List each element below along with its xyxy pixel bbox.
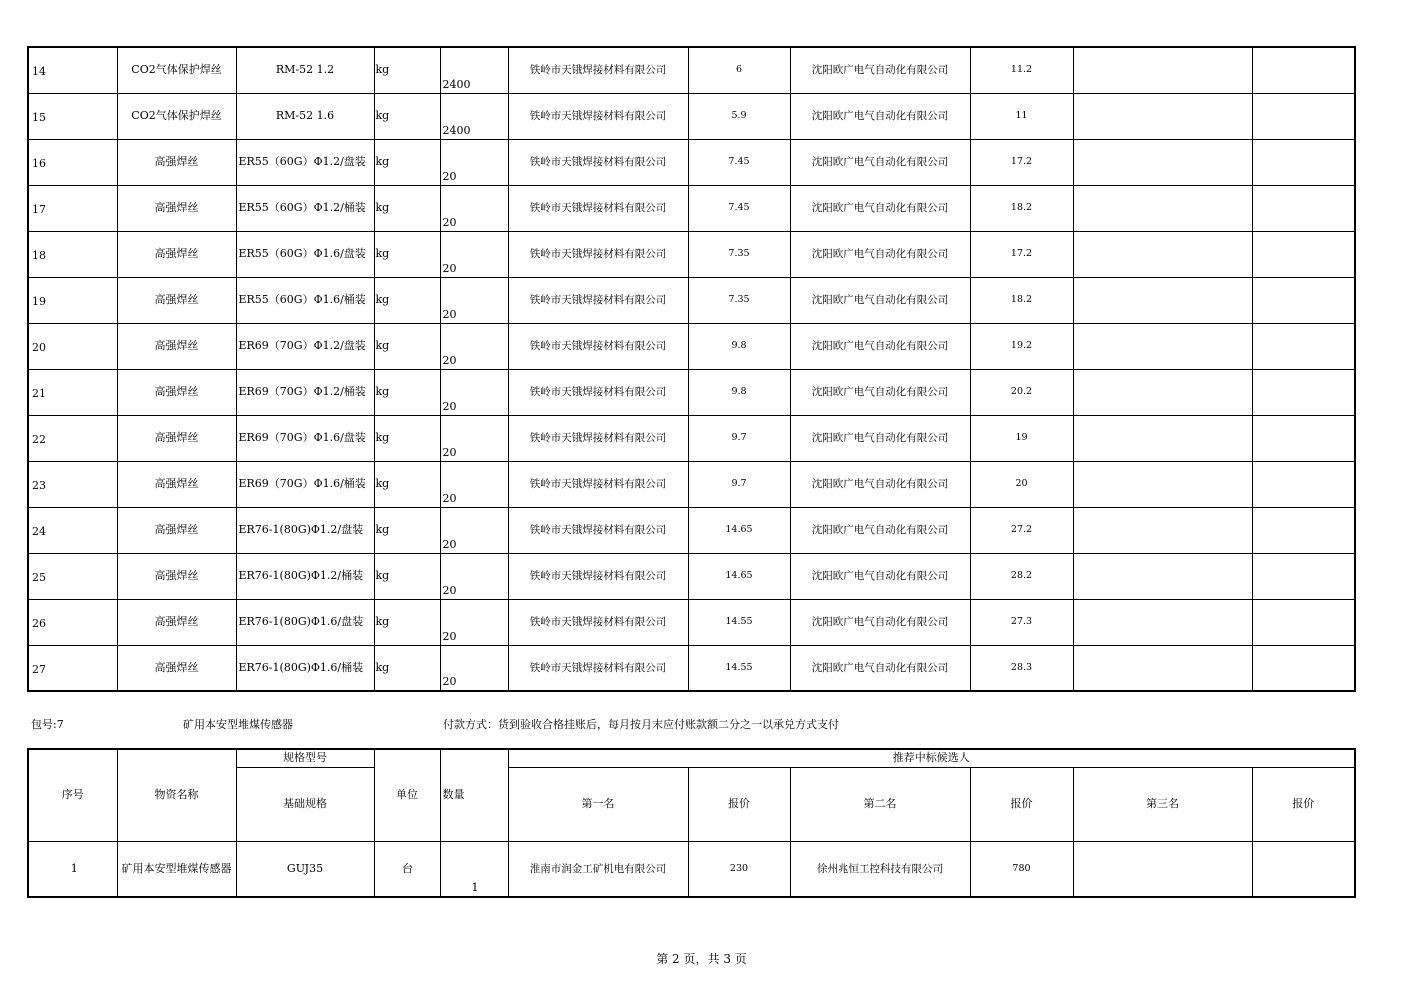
- cell-spec: ER55（60G）Φ1.2/桶装: [236, 185, 374, 231]
- cell-price2: 19.2: [970, 323, 1073, 369]
- cell-first: 铁岭市天锇焊接材料有限公司: [508, 185, 688, 231]
- cell-price1: 9.8: [688, 323, 790, 369]
- table-row: [28, 369, 1355, 415]
- header-qty: 数量: [440, 749, 508, 841]
- cell-qty: 20: [440, 461, 508, 507]
- cell-no: 22: [28, 415, 117, 461]
- cell-price3: [1252, 507, 1355, 553]
- cell-name: 高强焊丝: [117, 277, 236, 323]
- cell-price1: 9.8: [688, 369, 790, 415]
- table-row: [28, 841, 1355, 897]
- cell-unit: kg: [374, 369, 440, 415]
- cell-unit: 台: [374, 841, 440, 897]
- cell-unit: kg: [374, 599, 440, 645]
- cell-qty: 2400: [440, 47, 508, 93]
- table-row: [28, 47, 1355, 93]
- cell-second: 沈阳欧广电气自动化有限公司: [790, 461, 970, 507]
- cell-qty: 1: [440, 841, 508, 897]
- cell-second: 沈阳欧广电气自动化有限公司: [790, 47, 970, 93]
- cell-spec: ER76-1(80G)Φ1.6/盘装: [236, 599, 374, 645]
- cell-price3: [1252, 231, 1355, 277]
- cell-price1: 14.55: [688, 599, 790, 645]
- table-row: [28, 139, 1355, 185]
- table-row: [28, 553, 1355, 599]
- package-7-table: [27, 748, 1356, 898]
- cell-name: 高强焊丝: [117, 231, 236, 277]
- header-unit: 单位: [374, 749, 440, 841]
- cell-price1: 7.45: [688, 185, 790, 231]
- cell-no: 17: [28, 185, 117, 231]
- cell-price3: [1252, 369, 1355, 415]
- bid-table-continued: [27, 46, 1356, 692]
- cell-third: [1073, 553, 1252, 599]
- table-row: [28, 461, 1355, 507]
- cell-no: 24: [28, 507, 117, 553]
- cell-first: 铁岭市天锇焊接材料有限公司: [508, 599, 688, 645]
- cell-price3: [1252, 599, 1355, 645]
- cell-first: 铁岭市天锇焊接材料有限公司: [508, 323, 688, 369]
- cell-no: 18: [28, 231, 117, 277]
- cell-price3: [1252, 139, 1355, 185]
- cell-no: 1: [28, 841, 117, 897]
- cell-price1: 7.35: [688, 277, 790, 323]
- cell-qty: 20: [440, 645, 508, 691]
- cell-unit: kg: [374, 185, 440, 231]
- cell-first: 淮南市润金工矿机电有限公司: [508, 841, 688, 897]
- cell-unit: kg: [374, 645, 440, 691]
- cell-third: [1073, 47, 1252, 93]
- cell-price1: 230: [688, 841, 790, 897]
- cell-second: 沈阳欧广电气自动化有限公司: [790, 507, 970, 553]
- cell-price1: 5.9: [688, 93, 790, 139]
- cell-second: 沈阳欧广电气自动化有限公司: [790, 231, 970, 277]
- cell-qty: 20: [440, 507, 508, 553]
- table-row: [28, 507, 1355, 553]
- cell-unit: kg: [374, 93, 440, 139]
- cell-price2: 780: [970, 841, 1073, 897]
- cell-third: [1073, 323, 1252, 369]
- cell-qty: 20: [440, 599, 508, 645]
- cell-first: 铁岭市天锇焊接材料有限公司: [508, 231, 688, 277]
- table-row: [28, 277, 1355, 323]
- cell-price3: [1252, 277, 1355, 323]
- cell-second: 沈阳欧广电气自动化有限公司: [790, 139, 970, 185]
- cell-spec: ER76-1(80G)Φ1.2/盘装: [236, 507, 374, 553]
- cell-price1: 14.65: [688, 553, 790, 599]
- cell-name: 高强焊丝: [117, 645, 236, 691]
- cell-third: [1073, 461, 1252, 507]
- cell-no: 25: [28, 553, 117, 599]
- package-name: 矿用本安型堆煤传感器: [183, 718, 293, 731]
- cell-second: 沈阳欧广电气自动化有限公司: [790, 93, 970, 139]
- cell-price2: 18.2: [970, 277, 1073, 323]
- cell-third: [1073, 841, 1252, 897]
- cell-second: 沈阳欧广电气自动化有限公司: [790, 369, 970, 415]
- cell-qty: 20: [440, 415, 508, 461]
- cell-price2: 28.2: [970, 553, 1073, 599]
- cell-unit: kg: [374, 507, 440, 553]
- cell-price2: 17.2: [970, 139, 1073, 185]
- cell-spec: ER69（70G）Φ1.6/桶装: [236, 461, 374, 507]
- cell-unit: kg: [374, 553, 440, 599]
- cell-price3: [1252, 185, 1355, 231]
- cell-second: 沈阳欧广电气自动化有限公司: [790, 645, 970, 691]
- header-price3: 报价: [1252, 767, 1355, 841]
- cell-price3: [1252, 461, 1355, 507]
- cell-qty: 20: [440, 185, 508, 231]
- cell-third: [1073, 139, 1252, 185]
- cell-first: 铁岭市天锇焊接材料有限公司: [508, 553, 688, 599]
- cell-second: 沈阳欧广电气自动化有限公司: [790, 599, 970, 645]
- cell-name: 高强焊丝: [117, 599, 236, 645]
- cell-price2: 27.2: [970, 507, 1073, 553]
- cell-name: 高强焊丝: [117, 461, 236, 507]
- cell-name: CO2气体保护焊丝: [117, 93, 236, 139]
- cell-no: 27: [28, 645, 117, 691]
- cell-price2: 20: [970, 461, 1073, 507]
- cell-unit: kg: [374, 461, 440, 507]
- header-spec-group: 规格型号: [236, 749, 374, 767]
- cell-name: 高强焊丝: [117, 185, 236, 231]
- cell-third: [1073, 93, 1252, 139]
- payment-terms: 付款方式：货到验收合格挂账后，每月按月末应付账款额二分之一以承兑方式支付: [443, 718, 839, 731]
- cell-name: 高强焊丝: [117, 553, 236, 599]
- table-row: [28, 231, 1355, 277]
- cell-unit: kg: [374, 139, 440, 185]
- cell-no: 26: [28, 599, 117, 645]
- cell-spec: GUJ35: [236, 841, 374, 897]
- cell-third: [1073, 645, 1252, 691]
- cell-price2: 19: [970, 415, 1073, 461]
- cell-second: 沈阳欧广电气自动化有限公司: [790, 277, 970, 323]
- cell-price2: 11.2: [970, 47, 1073, 93]
- cell-unit: kg: [374, 415, 440, 461]
- cell-third: [1073, 231, 1252, 277]
- cell-qty: 20: [440, 231, 508, 277]
- header-second: 第二名: [790, 767, 970, 841]
- table-row: [28, 93, 1355, 139]
- cell-no: 14: [28, 47, 117, 93]
- cell-second: 沈阳欧广电气自动化有限公司: [790, 185, 970, 231]
- cell-price2: 27.3: [970, 599, 1073, 645]
- package-number: 包号:7: [31, 718, 64, 731]
- cell-spec: ER76-1(80G)Φ1.6/桶装: [236, 645, 374, 691]
- cell-second: 沈阳欧广电气自动化有限公司: [790, 415, 970, 461]
- cell-unit: kg: [374, 231, 440, 277]
- cell-spec: ER76-1(80G)Φ1.2/桶装: [236, 553, 374, 599]
- cell-price3: [1252, 323, 1355, 369]
- cell-price1: 14.65: [688, 507, 790, 553]
- cell-third: [1073, 599, 1252, 645]
- table-row: [28, 323, 1355, 369]
- header-third: 第三名: [1073, 767, 1252, 841]
- cell-first: 铁岭市天锇焊接材料有限公司: [508, 369, 688, 415]
- cell-price3: [1252, 841, 1355, 897]
- cell-price3: [1252, 93, 1355, 139]
- cell-second: 沈阳欧广电气自动化有限公司: [790, 553, 970, 599]
- cell-third: [1073, 369, 1252, 415]
- cell-name: 高强焊丝: [117, 139, 236, 185]
- cell-price3: [1252, 645, 1355, 691]
- cell-price1: 6: [688, 47, 790, 93]
- cell-spec: ER55（60G）Φ1.6/桶装: [236, 277, 374, 323]
- cell-name: 高强焊丝: [117, 369, 236, 415]
- table-row: [28, 599, 1355, 645]
- header-recommend: 推荐中标候选人: [508, 749, 1355, 767]
- cell-qty: 20: [440, 369, 508, 415]
- cell-first: 铁岭市天锇焊接材料有限公司: [508, 415, 688, 461]
- cell-no: 20: [28, 323, 117, 369]
- cell-spec: RM-52 1.2: [236, 47, 374, 93]
- cell-price1: 14.55: [688, 645, 790, 691]
- cell-price1: 7.35: [688, 231, 790, 277]
- cell-qty: 20: [440, 553, 508, 599]
- cell-spec: ER69（70G）Φ1.2/盘装: [236, 323, 374, 369]
- cell-spec: RM-52 1.6: [236, 93, 374, 139]
- cell-spec: ER55（60G）Φ1.6/盘装: [236, 231, 374, 277]
- table-row: [28, 185, 1355, 231]
- cell-price2: 18.2: [970, 185, 1073, 231]
- cell-price2: 11: [970, 93, 1073, 139]
- cell-price2: 28.3: [970, 645, 1073, 691]
- cell-qty: 20: [440, 139, 508, 185]
- cell-no: 19: [28, 277, 117, 323]
- cell-no: 23: [28, 461, 117, 507]
- cell-spec: ER69（70G）Φ1.2/桶装: [236, 369, 374, 415]
- cell-price3: [1252, 553, 1355, 599]
- cell-price2: 20.2: [970, 369, 1073, 415]
- cell-first: 铁岭市天锇焊接材料有限公司: [508, 277, 688, 323]
- cell-price3: [1252, 415, 1355, 461]
- cell-name: CO2气体保护焊丝: [117, 47, 236, 93]
- package-info-line: [31, 716, 1331, 732]
- cell-qty: 20: [440, 277, 508, 323]
- cell-unit: kg: [374, 323, 440, 369]
- cell-first: 铁岭市天锇焊接材料有限公司: [508, 645, 688, 691]
- cell-price3: [1252, 47, 1355, 93]
- cell-first: 铁岭市天锇焊接材料有限公司: [508, 47, 688, 93]
- cell-third: [1073, 507, 1252, 553]
- table-row: [28, 415, 1355, 461]
- header-first: 第一名: [508, 767, 688, 841]
- cell-price1: 7.45: [688, 139, 790, 185]
- cell-first: 铁岭市天锇焊接材料有限公司: [508, 507, 688, 553]
- cell-no: 16: [28, 139, 117, 185]
- cell-third: [1073, 185, 1252, 231]
- header-seq: 序号: [28, 749, 117, 841]
- cell-spec: ER69（70G）Φ1.6/盘装: [236, 415, 374, 461]
- cell-price1: 9.7: [688, 415, 790, 461]
- cell-name: 高强焊丝: [117, 415, 236, 461]
- cell-name: 矿用本安型堆煤传感器: [117, 841, 236, 897]
- cell-spec: ER55（60G）Φ1.2/盘装: [236, 139, 374, 185]
- cell-first: 铁岭市天锇焊接材料有限公司: [508, 461, 688, 507]
- header-price2: 报价: [970, 767, 1073, 841]
- cell-unit: kg: [374, 277, 440, 323]
- cell-second: 徐州兆恒工控科技有限公司: [790, 841, 970, 897]
- cell-name: 高强焊丝: [117, 323, 236, 369]
- cell-no: 21: [28, 369, 117, 415]
- header-price1: 报价: [688, 767, 790, 841]
- cell-price2: 17.2: [970, 231, 1073, 277]
- cell-third: [1073, 415, 1252, 461]
- cell-no: 15: [28, 93, 117, 139]
- cell-first: 铁岭市天锇焊接材料有限公司: [508, 139, 688, 185]
- cell-third: [1073, 277, 1252, 323]
- cell-qty: 20: [440, 323, 508, 369]
- cell-name: 高强焊丝: [117, 507, 236, 553]
- cell-price1: 9.7: [688, 461, 790, 507]
- cell-qty: 2400: [440, 93, 508, 139]
- header-spec: 基础规格: [236, 767, 374, 841]
- cell-unit: kg: [374, 47, 440, 93]
- cell-first: 铁岭市天锇焊接材料有限公司: [508, 93, 688, 139]
- page-number: 第 2 页，共 3 页: [656, 952, 747, 966]
- header-material: 物资名称: [117, 749, 236, 841]
- cell-second: 沈阳欧广电气自动化有限公司: [790, 323, 970, 369]
- table-row: [28, 645, 1355, 691]
